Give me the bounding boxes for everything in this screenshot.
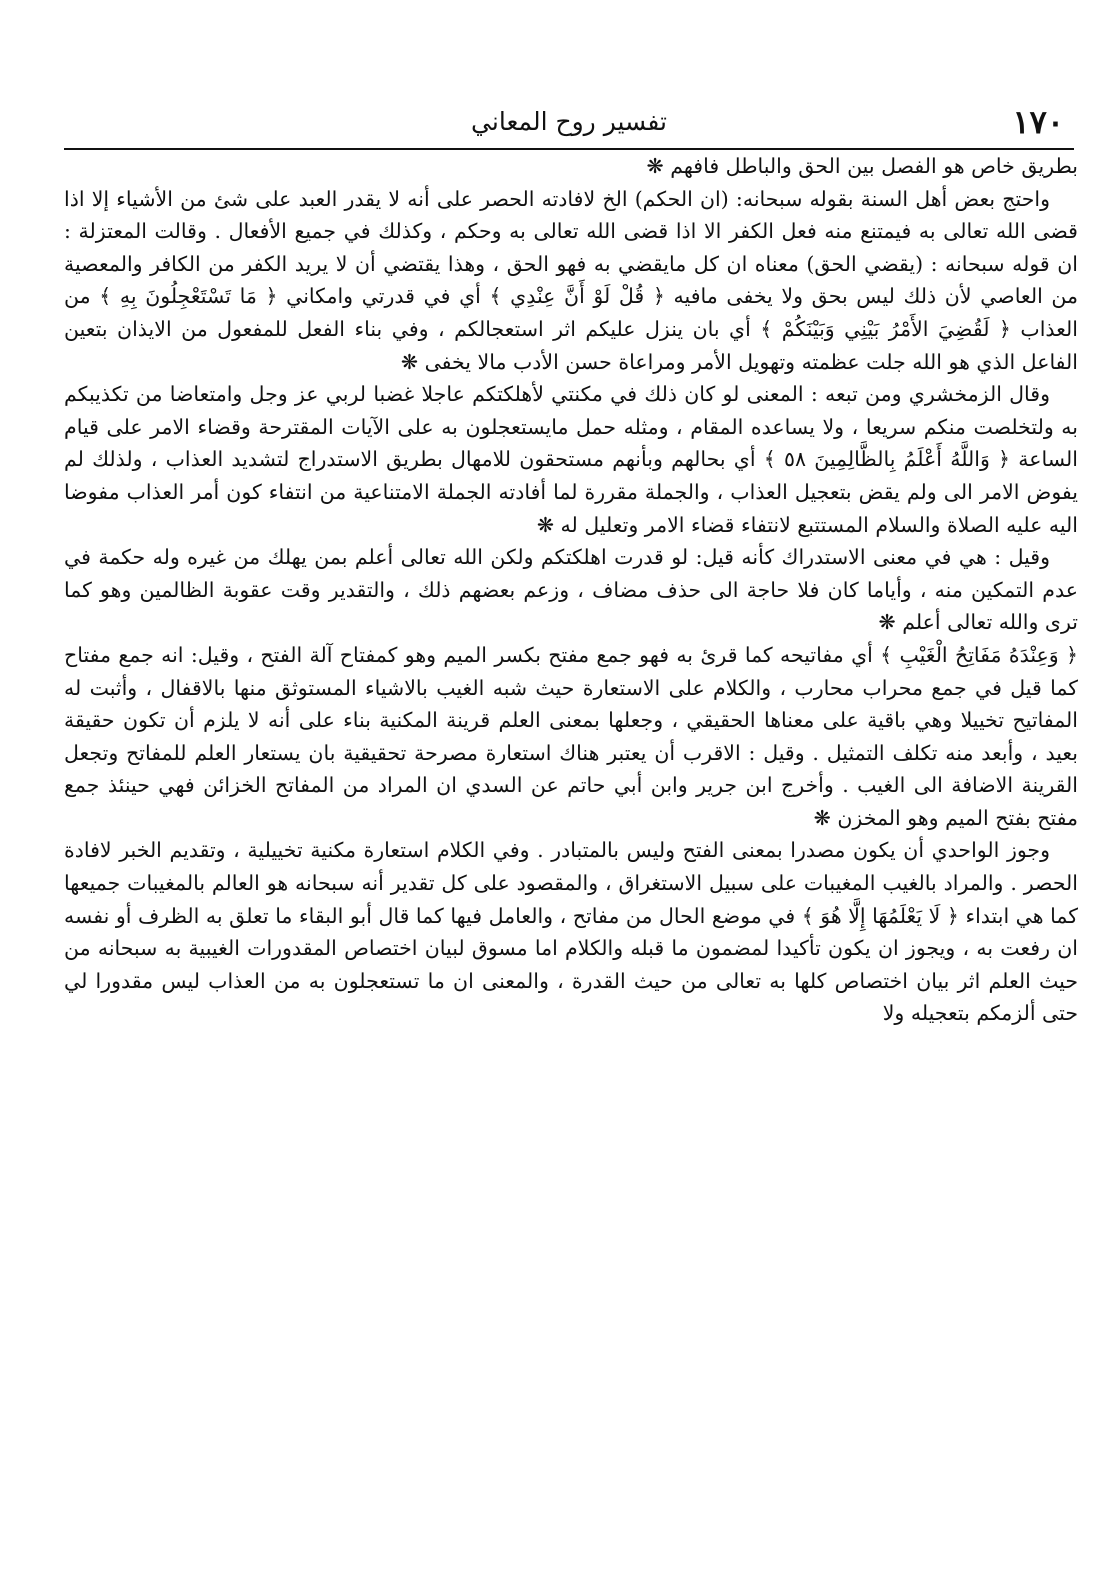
paragraph: وقال الزمخشري ومن تبعه : المعنى لو كان ذلك في مكنتي لأهلكتكم عاجلا غضبا لربي عز وجل وامتعاضا من تكذيبكم به ولتخلصت منكم سريعا ، ولا يساعده المقام ، ومثله حمل مايستعجلون به على الآيات المقترحة وقضاء الامر على قيام الساعة ﴿ وَاللَّهُ أَعْلَمُ بِالظَّالِمِينَ ٥٨ ﴾ أي بحالهم وبأنهم مستحقون للامهال بطريق الاستدراج لتشديد العذاب ، ولذلك لم يفوض الامر الى ولم يقض بتعجيل العذاب ، والجملة مقررة لما أفادته الجملة الامتناعية من انتفاء كون أمر العذاب مفوضا اليه عليه الصلاة والسلام المستتبع لانتفاء قضاء الامر وتعليل له ❋ bbox=[64, 382, 1078, 537]
paragraph: بطريق خاص هو الفصل بين الحق والباطل فافهم ❋ bbox=[646, 154, 1078, 178]
page-number: ١٧٠ bbox=[1012, 103, 1064, 141]
paragraph: وجوز الواحدي أن يكون مصدرا بمعنى الفتح وليس بالمتبادر . وفي الكلام استعارة مكنية تخييلية ، وتقديم الخبر لافادة الحصر . والمراد بالغيب المغيبات على سبيل الاستغراق ، والمقصود على كل تقدير أنه سبحانه هو العالم بالمغيبات جميعها كما هي ابتداء ﴿ لَا يَعْلَمُهَا إِلَّا هُوَ ﴾ في موضع الحال من مفاتح ، والعامل فيها كما قال أبو البقاء ما تعلق به الظرف أو نفسه ان رفعت به ، ويجوز ان يكون تأكيدا لمضمون ما قبله والكلام اما مسوق لبيان اختصاص المقدورات الغيبية به سبحانه من حيث العلم اثر بيان اختصاص كلها به تعالى من حيث القدرة ، والمعنى ان ما تستعجلون به من العذاب ليس مقدورا لي حتى ألزمكم بتعجيله ولا bbox=[64, 838, 1078, 1026]
paragraph: واحتج بعض أهل السنة بقوله سبحانه: (ان الحكم) الخ لافادته الحصر على أنه لا يقدر العبد على شئ من الأشياء إلا اذا قضى الله تعالى به فيمتنع منه فعل الكفر الا اذا قضى الله تعالى به وحكم ، وكذلك في جميع الأفعال . وقالت المعتزلة : ان قوله سبحانه : (يقضي الحق) معناه ان كل مايقضي به فهو الحق ، وهذا يقتضي أن لا يريد الكفر من الكافر والمعصية من العاصي لأن ذلك ليس بحق ولا يخفى مافيه ﴿ قُلْ لَوْ أَنَّ عِنْدِي ﴾ أي في قدرتي وامكاني ﴿ مَا تَسْتَعْجِلُونَ بِهِ ﴾ من العذاب ﴿ لَقُضِيَ الأَمْرُ بَيْنِي وَبَيْنَكُمْ ﴾ أي بان ينزل عليكم اثر استعجالكم ، وفي بناء الفعل للمفعول من الايذان بتعين الفاعل الذي هو الله جلت عظمته وتهويل الأمر ومراعاة حسن الأدب مالا يخفى ❋ bbox=[64, 186, 1078, 374]
commentary-text bbox=[64, 150, 1078, 1030]
paragraph: ﴿ وَعِنْدَهُ مَفَاتِحُ الْغَيْبِ ﴾ أي مفاتيحه كما قرئ به فهو جمع مفتح بكسر الميم وهو كمفتاح آلة الفتح ، وقيل: انه جمع مفتاح كما قيل في جمع محراب محارب ، والكلام على الاستعارة حيث شبه الغيب بالاشياء المستوثق منها بالاقفال ، وأثبت له المفاتيح تخييلا وهي باقية على معناها الحقيقي ، وجعلها بمعنى العلم قرينة المكنية بناء على أنه لا يلزم أن تكون حقيقة بعيد ، وأبعد منه تكلف التمثيل . وقيل : الاقرب أن يعتبر هناك استعارة مصرحة تحقيقية بان يستعار العلم للمفاتح وتجعل القرينة الاضافة الى الغيب . وأخرج ابن جرير وابن أبي حاتم عن السدي ان المراد من المفاتح الخزائن فهي حينئذ جمع مفتح بفتح الميم وهو المخزن ❋ bbox=[64, 642, 1078, 830]
paragraph: وقيل : هي في معنى الاستدراك كأنه قيل: لو قدرت اهلكتكم ولكن الله تعالى أعلم بمن يهلك من غيره وله حكمة في عدم التمكين منه ، وأياما كان فلا حاجة الى حذف مضاف ، وزعم بعضهم ذلك ، والتقدير وقت عقوبة الظالمين وهو كما ترى والله تعالى أعلم ❋ bbox=[64, 545, 1078, 635]
page-header bbox=[64, 100, 1074, 144]
running-title: تفسير روح المعاني bbox=[471, 107, 667, 136]
